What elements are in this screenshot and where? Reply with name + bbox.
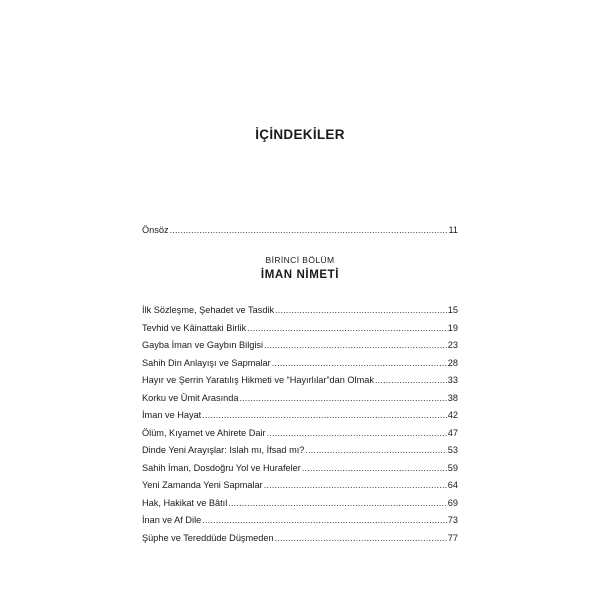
toc-entry-page: 59 — [447, 462, 458, 473]
dot-leader — [202, 515, 447, 526]
toc-entry-label: Tevhid ve Kâinattaki Birlik — [142, 322, 247, 333]
toc-entry-label: Sahih İman, Dosdoğru Yol ve Hurafeler — [142, 462, 301, 473]
toc-entry-preface — [142, 225, 458, 236]
toc-entry-label: İlk Sözleşme, Şehadet ve Tasdik — [142, 305, 275, 315]
toc-entry — [142, 428, 458, 439]
toc-entry-page: 19 — [447, 322, 458, 333]
toc-entry — [142, 340, 458, 351]
toc-entry-page: 73 — [447, 515, 458, 525]
dot-leader — [228, 498, 446, 509]
toc-entry-label: Hak, Hakikat ve Bâtıl — [142, 497, 228, 508]
toc-entry — [142, 515, 458, 526]
dot-leader — [264, 340, 447, 351]
toc-entry-page: 33 — [447, 375, 458, 385]
toc-entry — [142, 358, 458, 369]
toc-entry-label: İman ve Hayat — [142, 410, 202, 420]
dot-leader — [275, 305, 447, 316]
toc-entry — [142, 410, 458, 421]
toc-entry-label: Şüphe ve Tereddüde Düşmeden — [142, 532, 274, 543]
dot-leader — [267, 428, 447, 439]
toc-entry-label: Yeni Zamanda Yeni Sapmalar — [142, 480, 263, 490]
toc-entry-page: 53 — [447, 445, 458, 455]
toc-entry-page: 28 — [447, 357, 458, 368]
section-subtitle: BİRİNCİ BÖLÜM — [265, 255, 335, 265]
toc-entry-label: Ölüm, Kıyamet ve Ahirete Dair — [142, 427, 266, 438]
toc-entry — [142, 393, 458, 404]
dot-leader — [247, 323, 447, 334]
toc-entry — [142, 463, 458, 474]
dot-leader — [305, 445, 446, 456]
dot-leader — [272, 358, 447, 369]
toc-entry-label: Gayba İman ve Gaybın Bilgisi — [142, 340, 264, 350]
toc-entry — [142, 305, 458, 316]
toc-entry-label: Sahih Din Anlayışı ve Sapmalar — [142, 357, 271, 368]
section-title: İMAN NİMETİ — [260, 269, 340, 281]
dot-leader — [375, 375, 447, 386]
toc-entry-page: 42 — [447, 410, 458, 420]
toc-entry-page: 77 — [447, 532, 458, 543]
toc-entry-label: İnan ve Af Dile — [142, 515, 202, 525]
toc-entry-page: 64 — [447, 480, 458, 490]
toc-entry-page: 47 — [447, 427, 458, 438]
toc-entry — [142, 375, 458, 386]
dot-leader — [170, 225, 448, 236]
toc-entry-page: 11 — [448, 225, 458, 235]
dot-leader — [202, 410, 447, 421]
toc-entry — [142, 445, 458, 456]
toc-entry-label: Hayır ve Şerrin Yaratılış Hikmeti ve “Hayırlılar”dan Olmak — [142, 375, 374, 385]
toc-entry-label: Korku ve Ümit Arasında — [142, 392, 239, 403]
dot-leader — [264, 480, 447, 491]
dot-leader — [302, 463, 447, 474]
dot-leader — [240, 393, 447, 404]
page-title: İÇİNDEKİLER — [255, 127, 345, 142]
toc-entry — [142, 498, 458, 509]
toc-entry-page: 69 — [447, 497, 458, 508]
dot-leader — [275, 533, 447, 544]
toc-entry — [142, 533, 458, 544]
toc-entry-page: 23 — [447, 340, 458, 350]
toc-entry-page: 15 — [447, 305, 458, 315]
toc-entry — [142, 323, 458, 334]
toc-entry-page: 38 — [447, 392, 458, 403]
toc-entry — [142, 480, 458, 491]
toc-entry-label: Önsöz — [142, 225, 169, 235]
toc-entry-label: Dinde Yeni Arayışlar: Islah mı, İfsad mı? — [142, 445, 305, 455]
